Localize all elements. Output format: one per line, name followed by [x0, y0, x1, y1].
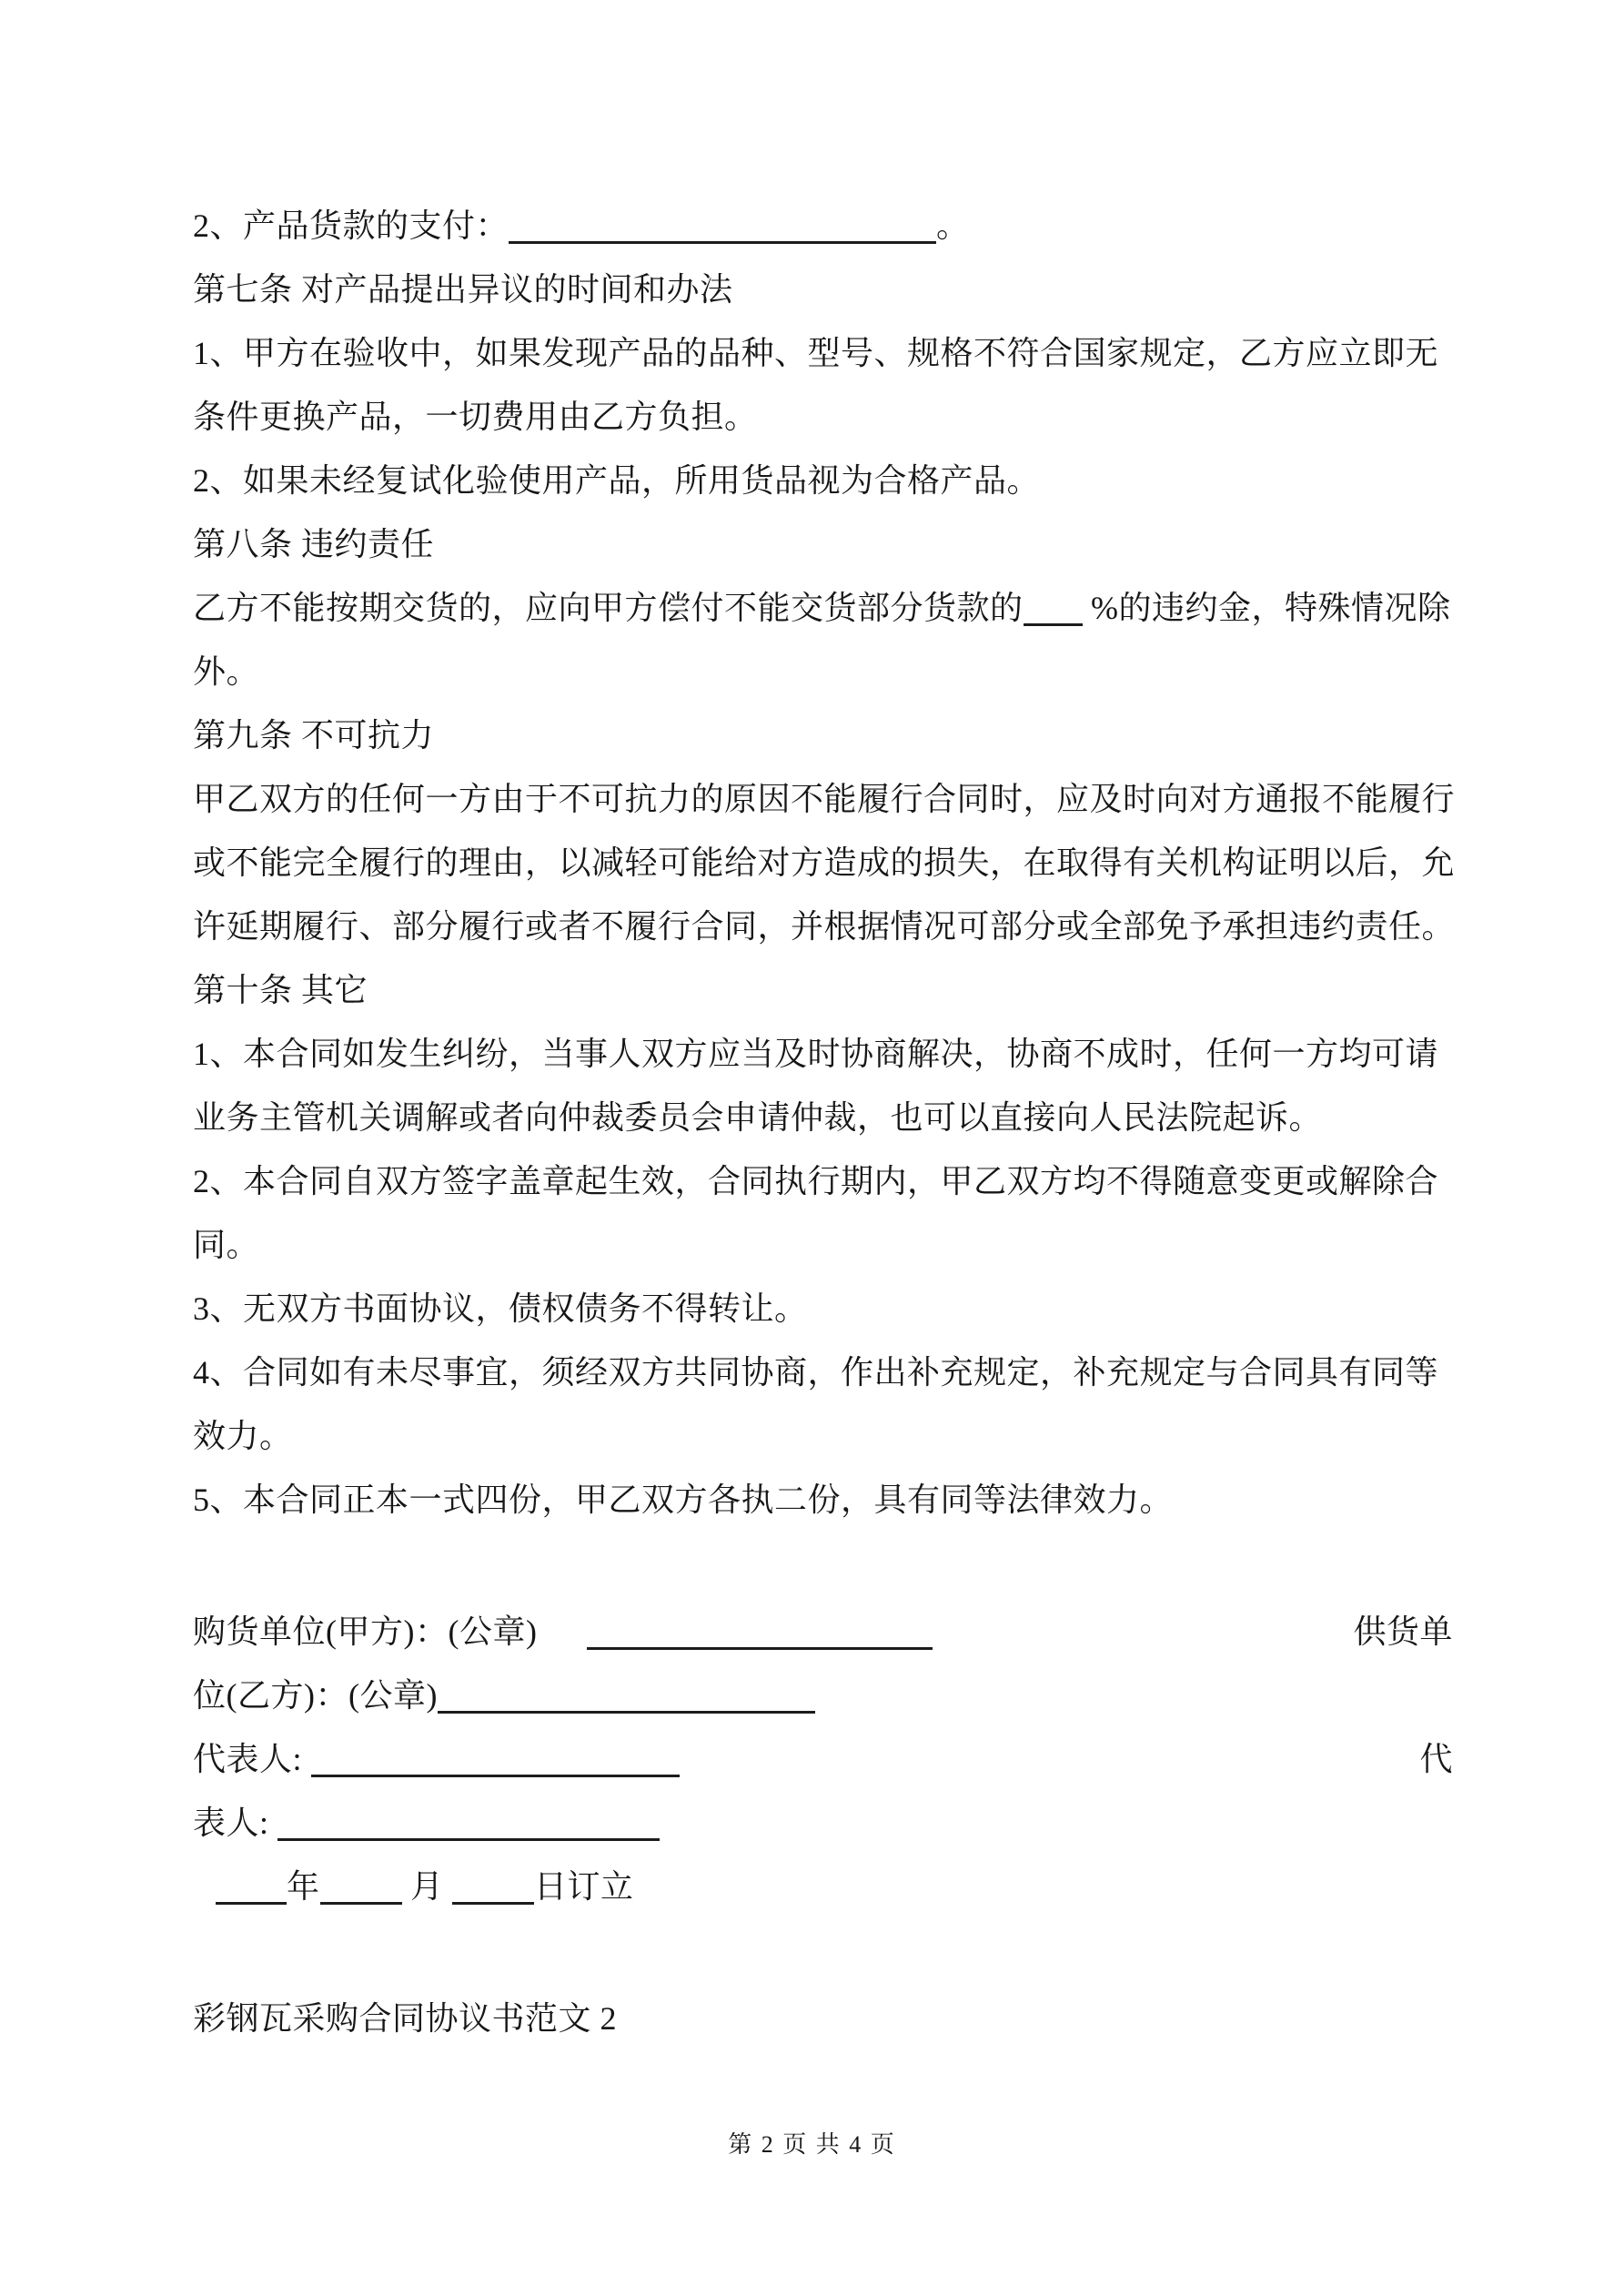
text-line — [193, 385, 1453, 449]
text-segment: 1、甲方在验收中，如果发现产品的品种、型号、规格不符合国家规定，乙方应立即无 — [193, 335, 1439, 371]
text-line — [193, 512, 1453, 576]
blank-fill-line — [438, 1674, 815, 1714]
text-segment: 第九条 不可抗力 — [193, 717, 435, 754]
text-line — [193, 831, 1456, 895]
text-line — [193, 1727, 1453, 1791]
text-line — [193, 1664, 1453, 1727]
text-line — [193, 1404, 1453, 1468]
spacing-gap — [537, 1642, 587, 1643]
text-segment: 代表人: — [193, 1741, 311, 1777]
text-line — [193, 1086, 1453, 1149]
text-segment: %的违约金，特殊情况除 — [1082, 590, 1451, 626]
text-line — [193, 1277, 1453, 1340]
text-line — [193, 1149, 1453, 1213]
text-segment: 1、本合同如发生纠纷，当事人双方应当及时协商解决，协商不成时，任何一方均可请 — [193, 1036, 1439, 1072]
text-segment-right: 代 — [1419, 1741, 1453, 1777]
text-segment: 月 — [401, 1868, 453, 1905]
blank-fill-line — [311, 1738, 680, 1777]
text-line — [193, 1791, 1453, 1855]
blank-fill-line — [320, 1866, 402, 1905]
text-line — [193, 703, 1453, 767]
text-segment: 位(乙方)：(公章) — [193, 1677, 438, 1714]
text-segment: 第八条 违约责任 — [193, 526, 435, 562]
text-line — [193, 1600, 1453, 1664]
text-segment: 乙方不能按期交货的，应向甲方偿付不能交货部分货款的 — [193, 590, 1024, 626]
blank-fill-line — [277, 1802, 660, 1841]
text-line — [193, 1468, 1453, 1532]
text-line — [193, 895, 1456, 958]
text-line — [193, 1213, 1453, 1277]
text-segment-right: 供货单 — [1353, 1613, 1453, 1650]
text-line — [193, 1022, 1453, 1086]
text-segment: 2、如果未经复试化验使用产品，所用货品视为合格产品。 — [193, 462, 1041, 499]
text-line — [193, 1855, 1453, 1918]
text-segment: 或不能完全履行的理由，以减轻可能给对方造成的损失，在取得有关机构证明以后，允 — [193, 845, 1456, 881]
text-segment: 日订立 — [534, 1868, 634, 1905]
blank-fill-line — [216, 1866, 287, 1905]
text-segment: 条件更换产品，一切费用由乙方负担。 — [193, 399, 758, 435]
signature-section — [193, 1600, 1453, 1918]
text-line — [193, 1340, 1453, 1404]
text-line — [193, 576, 1453, 640]
text-segment: 效力。 — [193, 1418, 293, 1454]
text-segment: 甲乙双方的任何一方由于不可抗力的原因不能履行合同时，应及时向对方通报不能履行 — [193, 781, 1456, 817]
blank-fill-line — [1024, 587, 1083, 626]
blank-fill-line — [587, 1611, 933, 1650]
text-segment: 3、无双方书面协议，债权债务不得转让。 — [193, 1290, 808, 1327]
text-segment: 2、本合同自双方签字盖章起生效，合同执行期内，甲乙双方均不得随意变更或解除合 — [193, 1163, 1439, 1199]
text-line — [193, 321, 1453, 385]
text-segment: 年 — [287, 1868, 320, 1905]
text-segment: 外。 — [193, 653, 260, 690]
text-segment: 第十条 其它 — [193, 972, 368, 1008]
text-segment: 同。 — [193, 1227, 260, 1263]
text-segment: 业务主管机关调解或者向仲裁委员会申请仲裁，也可以直接向人民法院起诉。 — [193, 1099, 1323, 1136]
text-segment: 5、本合同正本一式四份，甲乙双方各执二份，具有同等法律效力。 — [193, 1482, 1174, 1518]
text-line — [193, 258, 1453, 321]
text-segment: 第七条 对产品提出异议的时间和办法 — [193, 271, 733, 308]
page-number-footer: 第 2 页 共 4 页 — [728, 2131, 896, 2158]
closing-title: 彩钢瓦采购合同协议书范文 2 — [193, 2000, 618, 2037]
text-segment: 。 — [936, 207, 970, 244]
text-segment: 许延期履行、部分履行或者不履行合同，并根据情况可部分或全部免予承担违约责任。 — [193, 908, 1456, 945]
blank-fill-line — [509, 205, 936, 244]
text-line — [193, 194, 1453, 258]
text-line — [193, 767, 1456, 831]
text-line — [193, 449, 1453, 512]
text-line — [193, 958, 1453, 1022]
blank-fill-line — [452, 1866, 534, 1905]
text-segment: 表人: — [193, 1805, 278, 1841]
text-segment: 购货单位(甲方)：(公章) — [193, 1613, 538, 1650]
text-line — [193, 640, 1453, 703]
text-segment: 2、产品货款的支付： — [193, 207, 509, 244]
clauses-section — [193, 194, 1456, 1532]
text-segment: 4、合同如有未尽事宜，须经双方共同协商，作出补充规定，补充规定与合同具有同等 — [193, 1354, 1439, 1391]
